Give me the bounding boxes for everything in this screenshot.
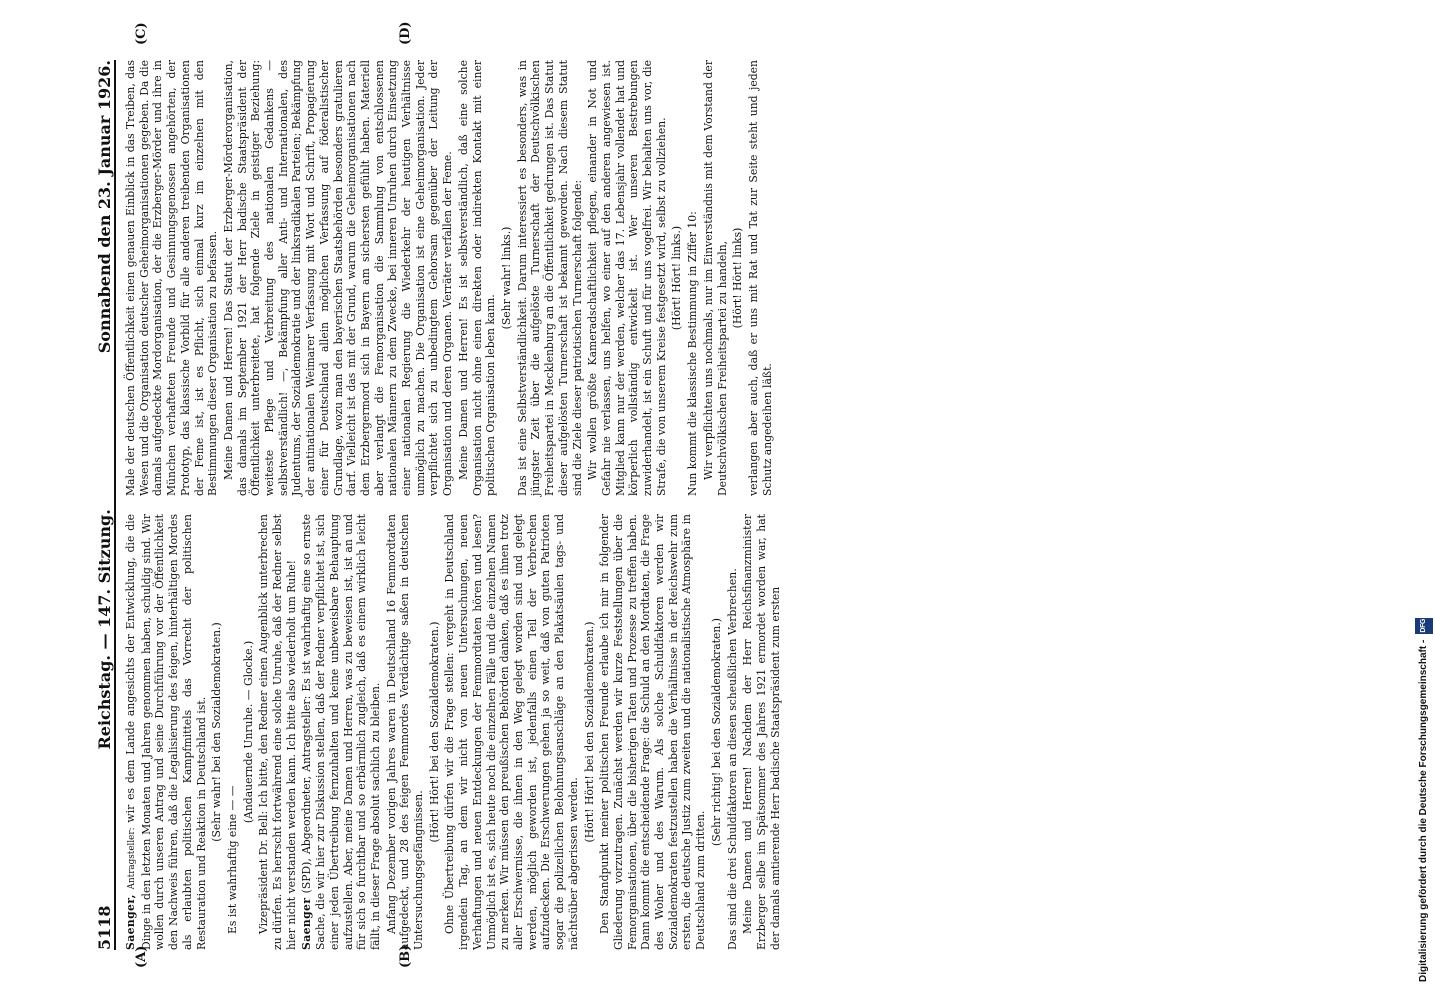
interjection: (Hört! Hört! links.) — [670, 225, 684, 331]
margin-marker-b: (B) — [398, 944, 413, 968]
margin-marker-c: (C) — [134, 22, 149, 45]
interjection: (Sehr wahr! bei den Sozialdemokraten.) — [210, 622, 224, 842]
speech-paragraph — [300, 514, 382, 950]
left-column — [124, 513, 782, 950]
paragraph-text: wir es dem Lande angesichts der Entwicklung, die die Dinge in den letzten Monaten und Jahren genommen haben, schuldig sind. Wir wollen durch unseren Antrag und seine Durchführung vor der Öffentlichkeit den Nachweis führen, daß die Legalisierung des feigen, hinterhältigen Mordes als erlaubten politischen Kampfmittels das Vorrecht der politischen Restauration und Reaktion in Deutschland ist. — [124, 514, 208, 950]
margin-marker-d: (D) — [398, 21, 413, 45]
rotated-page-content — [80, 21, 782, 968]
statute-quote: Wir wollen größte Kameradschaftlichkeit pflegen, einander in Not und Gefahr nie verlassen, uns helfen, wo einer auf den anderen angewiesen ist. Mitglied kann nur der werden, welcher das 17. Lebensjahr vollendet hat und körperlich vollständig entwickelt ist. Wer unseren Bestrebungen zuwiderhandelt, ist ein Schuft und für uns vogelfrei. Wir behalten uns vor, die Strafe, die von unserem Kreise festgesetzt wird, selbst zu vollziehen. — [586, 60, 668, 496]
digitization-sidebar — [1411, 10, 1433, 990]
right-column — [124, 60, 774, 496]
speech-paragraph: Meine Damen und Herren! Nachdem der Herr Reichsfinanzminister Erzberger selbe im Spätsommer des Jahres 1921 ermordet worden war, hat der damals amtierende Herr badische Staatspräsident zum ersten — [741, 514, 782, 950]
page-number: 5118 — [95, 905, 114, 950]
interjection: (Hört! Hört! bei den Sozialdemokraten.) — [427, 621, 441, 843]
speech-paragraph: Es ist wahrhaftig eine — — — [225, 785, 239, 934]
president-remark: Vizepräsident Dr. Bell: Ich bitte, den Redner einen Augenblick unterbrechen zu dürfen. Es herrscht fortwährend eine solche Unruhe, daß der Redner selbst hier nicht verstanden werden kann. Ich bitte also wiederholt um Ruhe! — [257, 514, 298, 950]
speech-paragraph: Nun kommt die klassische Bestimmung in Ziffer 10: — [686, 211, 700, 496]
statute-quote: verlangen aber auch, daß er uns mit Rat und Tat zur Seite steht und jeden Schutz angedeihen läßt. — [746, 60, 774, 496]
speaker-role: (SPD), Abgeordneter, Antragsteller: — [300, 695, 314, 894]
speech-paragraph: Das sind die drei Schuldfaktoren an diesen scheußlichen Verbrechen. — [725, 568, 739, 950]
paragraph-text: Es ist wahrhaftig eine so ernste Sache, die wir hier zur Diskussion stellen, daß der Redner verpflichtet ist, sich einer jeden Übertreibung fernzuhalten und keine unbeweisbare Behauptung aufzustellen. Aber, meine Damen und Herren, was zu beweisen ist, ist an und für sich so furchtbar und so erbärmlich zugleich, daß es einem wirklich leicht fällt, in dieser Frage absolut sachlich zu bleiben. — [300, 513, 382, 950]
speaker-name: Saenger — [300, 897, 314, 950]
interjection: (Sehr wahr! links.) — [499, 226, 513, 330]
speech-paragraph: Meine Damen und Herren! Es ist selbstverständlich, daß eine solche Organisation nicht ohne einen direkten oder indirekten Kontakt mit einer politischen Organisation leben kann. — [456, 60, 498, 496]
speech-paragraph — [124, 514, 208, 950]
interjection: (Hört! Hört! bei den Sozialdemokraten.) — [582, 621, 596, 843]
speech-paragraph: Male der deutschen Öffentlichkeit einen genauen Einblick in das Treiben, das Wesen und die Organisation deutscher Geheimorganisationen gegeben. Da die damals aufgedeckte Mordorganisation, der die Erzberger-Mörder und ihre in München verhafteten Freunde und Gesinnungsgenossen angehörten, der Prototyp, das klassische Vorbild für alle anderen treibenden Organisationen der Feme ist, ist es Pflicht, sich einmal kurz im einzelnen mit den Bestimmungen dieser Organisation zu befassen. — [124, 60, 220, 496]
session-date: Sonnabend den 23. Januar 1926. — [95, 60, 114, 354]
speech-paragraph: Meine Damen und Herren! Das Statut der Erzberger-Mörderorganisation, das damals im September 1921 der Herr badische Staatspräsident der Öffentlichkeit unterbreitete, hat folgende Ziele in geistiger Beziehung: weiteste Pflege und Verbreitung des nationalen Gedankens — selbstverständlich! —, Bekämpfung aller Anti- und Internationalen, des Judentums, der Sozialdemokratie und der linksradikalen Parteien; Bekämpfung der antinationalen Weimarer Verfassung mit Wort und Schrift, Propagierung einer für Deutschland allein möglichen Verfassung auf föderalistischer Grundlage, wozu man den bayerischen Staatsbehörden besonders gratulieren darf. Vielleicht ist das mit der Grund, warum die Geheimorganisationen nach dem Erzbergermord sich in Bayern am sichersten gefühlt haben. Materiell aber verlangt die Femorganisation die Sammlung von entschlossenen nationalen Männern zu dem Zwecke, bei inneren Unruhen durch Einsetzung einer nationalen Regierung die Wiederkehr der heutigen Verhältnisse unmöglich zu machen. Die Organisation ist eine Geheimorganisation. Jeder verpflichtet sich zu unbedingtem Gehorsam gegenüber der Leitung der Organisation und deren Organen. Verräter verfallen der Feme. — [221, 60, 455, 496]
interjection: (Sehr richtig! bei den Sozialdemokraten.) — [709, 618, 723, 846]
speech-paragraph: Den Standpunkt meiner politischen Freunde erlaube ich mir in folgender Gliederung vorzutragen. Zunächst werden wir kurze Feststellungen über die Femorganisationen, über die bisherigen Taten und Prozesse zu treffen haben. Dann kommt die entscheidende Frage: die Schuld an den Mordtaten, die Frage des Woher und des Warum. Als solche Schuldfaktoren werden wir Sozialdemokraten festzustellen haben die Verhältnisse in der Reichswehr zum ersten, die deutsche Justiz zum zweiten und die nationalistische Atmosphäre in Deutschland zum dritten. — [598, 514, 708, 950]
statute-quote: Wir verpflichten uns nochmals, nur im Einverständnis mit dem Vorstand der Deutschvölkischen Freiheitspartei zu handeln, — [701, 60, 729, 496]
page-header — [80, 60, 116, 950]
speech-paragraph: Ohne Übertreibung dürfen wir die Frage stellen: vergeht in Deutschland irgendein Tag, an dem wir nicht von neuen Untersuchungen, neuen Verhaftungen und neuen Entdeckungen der Femmordtaten hören und lesen? Unmöglich ist es, sich heute noch die einzelnen Fälle und die einzelnen Namen zu merken. Wir müssen den preußischen Behörden danken, daß es ihnen trotz aller Erschwernisse, die ihnen in den Weg gelegt worden sind und gelegt werden, möglich geworden ist, jedenfalls einen Teil der Verbrechen aufzudecken. Die Erschwerungen gehen ja so weit, daß von guten Patrioten sogar die polizeilichen Belohnungsanschläge an den Plakatsäulen tags- und nächtsüber abgerissen werden. — [443, 514, 580, 950]
session-title: Reichstag. — 147. Sitzung. — [95, 509, 114, 750]
dfg-logo-icon: DFG — [1415, 618, 1433, 634]
digitization-credit — [1413, 2, 1435, 982]
speech-paragraph: Das ist eine Selbstverständlichkeit. Darum interessiert es besonders, was in jüngster Zeit über die aufgelöste Turnerschaft der Deutschvölkischen Freiheitspartei in Mecklenburg an die Öffentlichkeit gedrungen ist. Das Statut dieser aufgelösten Turnerschaft ist bekannt geworden. Nach diesem Statut sind die Ziele dieser patriotischen Turnerschaft folgende: — [515, 60, 584, 496]
speaker-name: Saenger, — [124, 894, 137, 950]
speaker-role: Antragsteller: — [127, 827, 137, 890]
interjection: (Hört! Hört! links) — [731, 227, 745, 329]
margin-marker-a: (A) — [134, 945, 149, 968]
credit-text: Digitalisierung gefördert durch die Deutsche Forschungsgemeinschaft - — [1418, 639, 1429, 982]
text-columns — [124, 60, 782, 950]
speech-paragraph: Anfang Dezember vorigen Jahres waren in Deutschland 16 Femmordtaten aufgedeckt, und 28 des feigen Femmordes Verdächtige saßen in deutschen Untersuchungsgefängnissen. — [384, 514, 426, 950]
interjection: (Andauernde Unruhe. — Glocke.) — [241, 640, 255, 824]
